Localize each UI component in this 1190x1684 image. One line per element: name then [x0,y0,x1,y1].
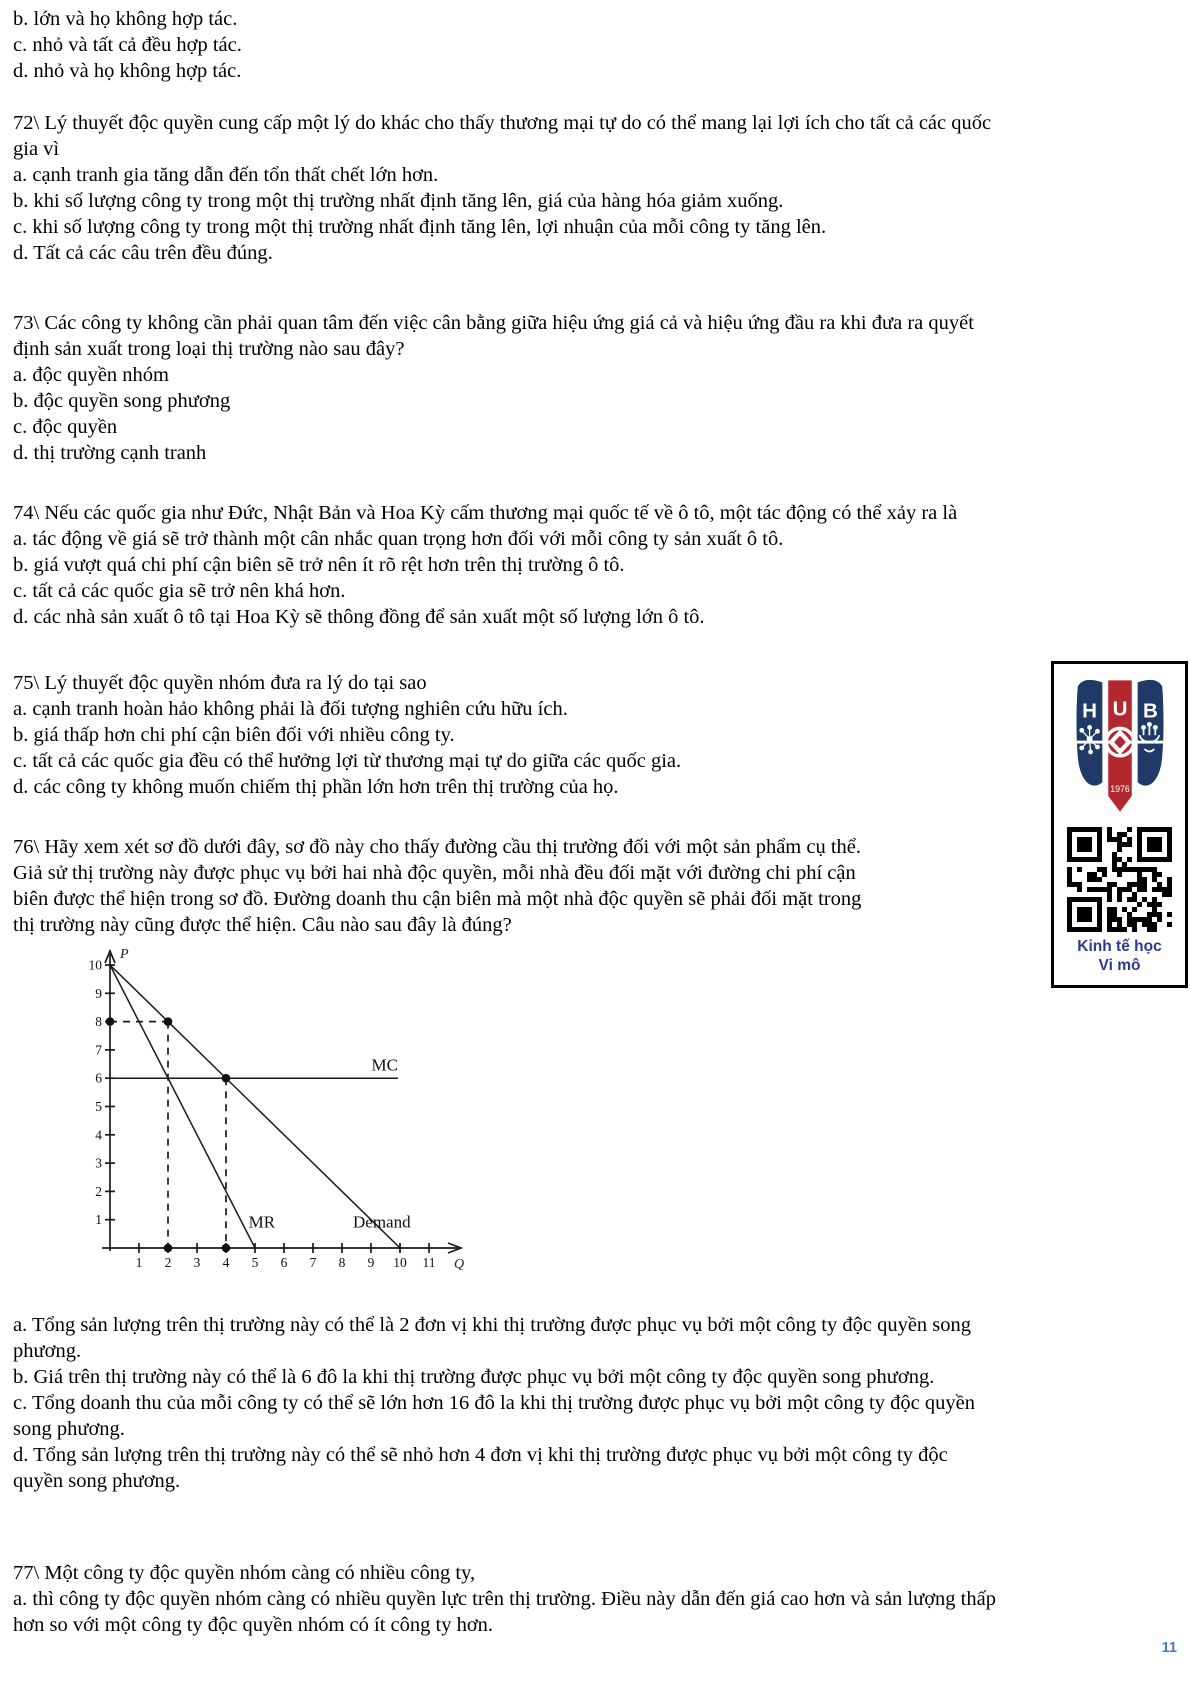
text-line: 72\ Lý thuyết độc quyền cung cấp một lý do khác cho thấy thương mại tự do có thể mang lại lợi ích cho tất cả các quốc [13,112,992,134]
x-axis-label: Q [454,1257,465,1272]
x-tick-label: 2 [164,1255,172,1270]
y-tick-label: 5 [95,1099,102,1114]
text-line: phương. [13,1340,82,1362]
x-tick-label: 10 [393,1255,407,1270]
text-block-q73 [13,310,1190,466]
curve-label-mr: MR [248,1212,276,1232]
text-line: gia vì [13,138,60,160]
data-point [164,1017,173,1026]
x-tick-label: 11 [422,1255,436,1270]
x-tick-label: 6 [280,1255,288,1270]
text-line: 76\ Hãy xem xét sơ đồ dưới đây, sơ đồ này cho thấy đường cầu thị trường đối với một sản phẩm cụ thể. [13,836,862,858]
qr-code [1067,827,1172,932]
data-point [164,1244,173,1253]
y-tick-label: 9 [95,985,102,1001]
text-line: c. độc quyền [13,416,118,438]
text-block-q75 [13,670,1190,800]
y-tick-label: 6 [95,1070,102,1086]
x-tick-label: 8 [338,1255,346,1270]
text-block-q76-intro [13,834,1190,938]
text-line: định sản xuất trong loại thị trường nào sau đây? [13,338,405,360]
logo-letter-u: U [1112,697,1127,721]
text-block-q72 [13,110,1190,266]
logo-letter-b: B [1142,699,1158,723]
y-tick-label: 8 [95,1014,102,1030]
text-line: Giả sử thị trường này được phục vụ bởi hai nhà độc quyền, mỗi nhà đều đối mặt với đường chi phí cận [13,862,856,884]
x-tick-label: 4 [222,1255,230,1270]
text-line: d. thị trường cạnh tranh [13,442,207,464]
text-line: a. cạnh tranh gia tăng dẫn đến tổn thất chết lớn hơn. [13,164,439,186]
logo-year: 1976 [1109,784,1130,795]
demand-line [110,965,400,1248]
text-block-q76-options [13,1312,1190,1494]
text-line: d. Tất cả các câu trên đều đúng. [13,242,273,264]
curve-label-demand: Demand [353,1212,411,1232]
text-line: song phương. [13,1418,125,1440]
text-line: d. Tổng sản lượng trên thị trường này có thể sẽ nhỏ hơn 4 đơn vị khi thị trường được phục vụ bởi một công ty độc [13,1444,948,1466]
x-tick-label: 7 [309,1255,317,1270]
text-line: a. Tổng sản lượng trên thị trường này có thể là 2 đơn vị khi thị trường được phục vụ bởi một công ty độc quyền song [13,1314,972,1336]
y-axis-label: P [120,947,129,962]
text-line: c. Tổng doanh thu của mỗi công ty có thể sẽ lớn hơn 16 đô la khi thị trường được phục vụ bởi một công ty độc quyền [13,1392,975,1414]
text-line: 77\ Một công ty độc quyền nhóm càng có nhiều công ty, [13,1562,476,1584]
x-tick-label: 3 [193,1255,201,1270]
y-tick-label: 1 [95,1212,102,1228]
text-line: b. độc quyền song phương [13,390,231,412]
text-line: b. lớn và họ không hợp tác. [13,8,238,30]
text-line: 74\ Nếu các quốc gia như Đức, Nhật Bản và Hoa Kỳ cấm thương mại quốc tế về ô tô, một tác động có thể xảy ra là [13,502,958,524]
text-line: d. các công ty không muốn chiếm thị phần lớn hơn trên thị trường của họ. [13,776,619,798]
text-line: a. tác động về giá sẽ trở thành một cân nhắc quan trọng hơn đối với mỗi công ty sản xuất ô tô. [13,528,784,550]
text-line: biên được thể hiện trong sơ đồ. Đường doanh thu cận biên mà một nhà độc quyền sẽ phải đối mặt trong [13,888,862,910]
page-number: 11 [1161,1640,1177,1656]
market-demand-chart [72,940,484,1275]
text-line: hơn so với một công ty độc quyền nhóm có ít công ty hơn. [13,1614,494,1636]
text-line: 73\ Các công ty không cần phải quan tâm đến việc cân bằng giữa hiệu ứng giá cả và hiệu ứng đầu ra khi đưa ra quyết [13,312,974,334]
text-line: b. Giá trên thị trường này có thể là 6 đô la khi thị trường được phục vụ bởi một công ty độc quyền song phương. [13,1366,935,1388]
hub-university-logo-icon [1070,672,1170,822]
y-tick-label: 2 [95,1183,102,1199]
badge-caption-line2: Vi mô [1098,957,1141,974]
shield-right-panel [1137,680,1163,786]
text-line: a. thì công ty độc quyền nhóm càng có nhiều quyền lực trên thị trường. Điều này dẫn đến giá cao hơn và sản lượng thấp [13,1588,996,1610]
text-line: b. giá vượt quá chi phí cận biên sẽ trở nên ít rõ rệt hơn trên thị trường ô tô. [13,554,625,576]
data-point [222,1244,231,1253]
text-line: c. tất cả các quốc gia sẽ trở nên khá hơn. [13,580,346,602]
x-tick-label: 5 [251,1255,259,1270]
x-tick-label: 1 [135,1255,143,1270]
text-line: c. nhỏ và tất cả đều hợp tác. [13,34,242,56]
data-point [106,1017,115,1026]
text-line: a. độc quyền nhóm [13,364,169,386]
hub-branding-card [1051,661,1188,988]
text-line: d. các nhà sản xuất ô tô tại Hoa Kỳ sẽ thông đồng để sản xuất một số lượng lớn ô tô. [13,606,705,628]
text-line: thị trường này cũng được thể hiện. Câu nào sau đây là đúng? [13,914,512,936]
text-block-q74 [13,500,1190,630]
curve-label-mc: MC [371,1055,398,1075]
text-line: c. khi số lượng công ty trong một thị trường nhất định tăng lên, lợi nhuận của mỗi công ty tăng lên. [13,216,827,238]
text-block-q77 [13,1560,1190,1638]
text-line: d. nhỏ và họ không hợp tác. [13,60,242,82]
badge-caption-line1: Kinh tế học [1077,938,1162,955]
text-line: b. giá thấp hơn chi phí cận biên đối với nhiều công ty. [13,724,455,746]
data-point [222,1074,231,1083]
text-line: c. tất cả các quốc gia đều có thể hưởng lợi từ thương mại tự do giữa các quốc gia. [13,750,682,772]
text-line: b. khi số lượng công ty trong một thị trường nhất định tăng lên, giá của hàng hóa giảm xuống. [13,190,784,212]
y-tick-label: 10 [88,957,102,973]
y-tick-label: 3 [95,1155,102,1171]
text-block-q71-tail [13,6,1190,84]
logo-letter-h: H [1081,699,1097,723]
text-line: 75\ Lý thuyết độc quyền nhóm đưa ra lý do tại sao [13,672,427,694]
y-tick-label: 4 [95,1127,102,1143]
x-tick-label: 9 [367,1255,375,1270]
text-line: quyền song phương. [13,1470,181,1492]
mr-line [110,965,255,1248]
y-tick-label: 7 [95,1042,102,1058]
text-line: a. cạnh tranh hoàn hảo không phải là đối tượng nghiên cứu hữu ích. [13,698,568,720]
